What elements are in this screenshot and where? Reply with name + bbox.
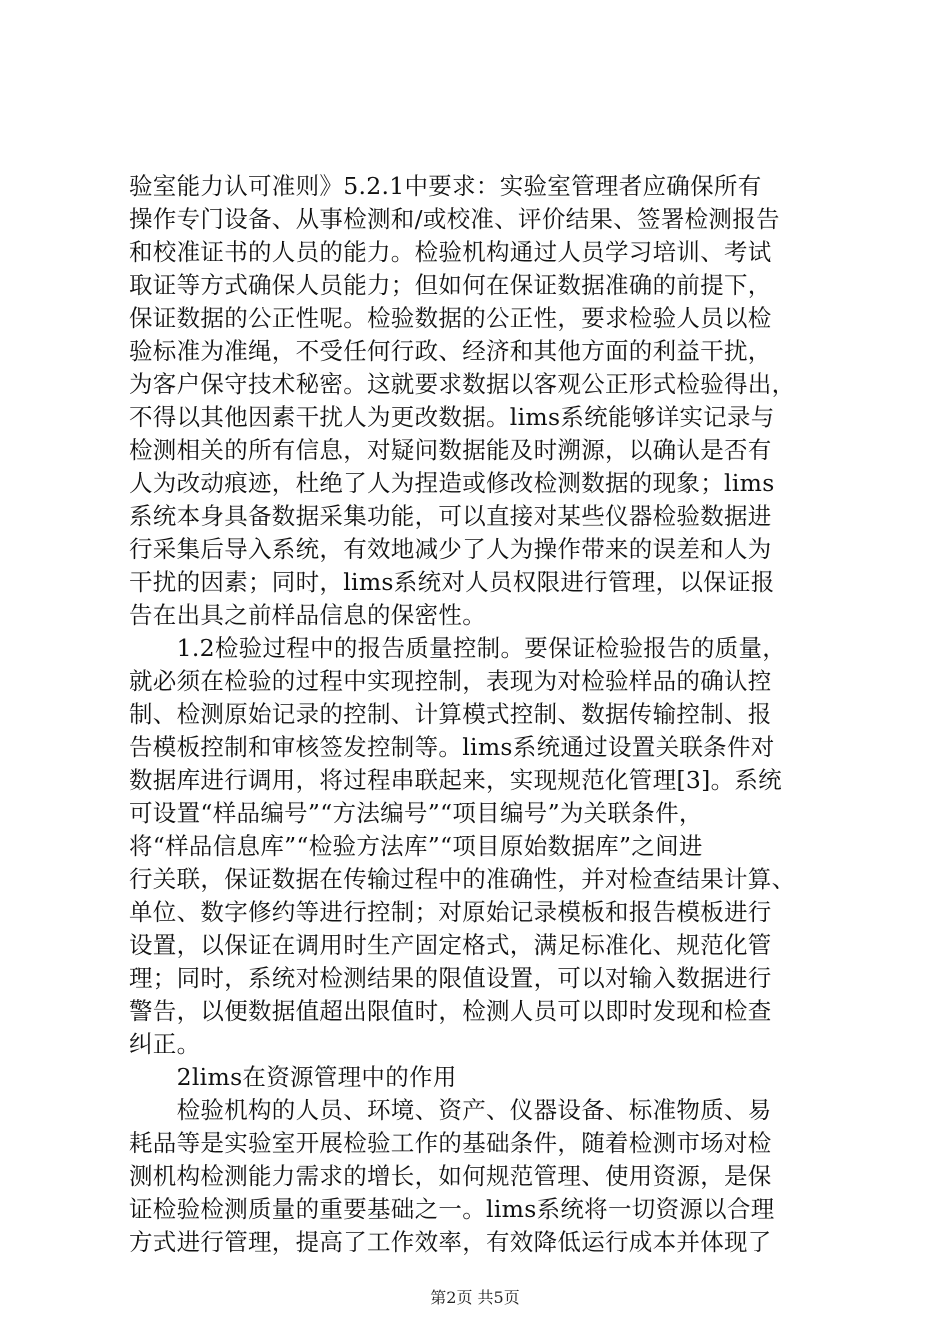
text-line: 系统本身具备数据采集功能，可以直接对某些仪器检验数据进 bbox=[129, 502, 772, 530]
text-line: 取证等方式确保人员能力；但如何在保证数据准确的前提下， bbox=[129, 271, 772, 299]
text-line: 操作专门设备、从事检测和/或校准、评价结果、签署检测报告 bbox=[129, 205, 780, 233]
text-line: 1.2检验过程中的报告质量控制。要保证检验报告的质量， bbox=[129, 634, 787, 662]
text-line: 行采集后导入系统，有效地减少了人为操作带来的误差和人为 bbox=[129, 535, 772, 563]
text-line: 检测相关的所有信息，对疑问数据能及时溯源，以确认是否有 bbox=[129, 436, 772, 464]
text-line: 干扰的因素；同时，lims系统对人员权限进行管理，以保证报 bbox=[129, 568, 775, 596]
text-line: 测机构检测能力需求的增长，如何规范管理、使用资源，是保 bbox=[129, 1162, 772, 1190]
text-line: 告模板控制和审核签发控制等。lims系统通过设置关联条件对 bbox=[129, 733, 775, 761]
text-line: 纠正。 bbox=[129, 1030, 201, 1058]
page-footer: 第2页 共5页 bbox=[430, 1288, 520, 1307]
text-line: 不得以其他因素干扰人为更改数据。lims系统能够详实记录与 bbox=[129, 403, 775, 431]
text-line: 设置，以保证在调用时生产固定格式，满足标准化、规范化管 bbox=[129, 931, 772, 959]
text-line: 理；同时，系统对检测结果的限值设置，可以对输入数据进行 bbox=[129, 964, 772, 992]
body-text bbox=[129, 170, 849, 1259]
text-line: 告在出具之前样品信息的保密性。 bbox=[129, 601, 486, 629]
text-line: 方式进行管理，提高了工作效率，有效降低运行成本并体现了 bbox=[129, 1228, 772, 1256]
text-line: 数据库进行调用，将过程串联起来，实现规范化管理[3]。系统 bbox=[129, 766, 782, 794]
text-line: 检验机构的人员、环境、资产、仪器设备、标准物质、易 bbox=[129, 1096, 772, 1124]
text-line: 证检验检测质量的重要基础之一。lims系统将一切资源以合理 bbox=[129, 1195, 775, 1223]
text-line: 保证数据的公正性呢。检验数据的公正性，要求检验人员以检 bbox=[129, 304, 772, 332]
text-line: 可设置“样品编号”“方法编号”“项目编号”为关联条件， bbox=[129, 799, 703, 827]
text-line: 验标准为准绳，不受任何行政、经济和其他方面的利益干扰， bbox=[129, 337, 772, 365]
text-line: 单位、数字修约等进行控制；对原始记录模板和报告模板进行 bbox=[129, 898, 772, 926]
text-line: 验室能力认可准则》5.2.1中要求：实验室管理者应确保所有 bbox=[129, 172, 762, 200]
text-line: 行关联，保证数据在传输过程中的准确性，并对检查结果计算、 bbox=[129, 865, 796, 893]
text-line: 为客户保守技术秘密。这就要求数据以客观公正形式检验得出， bbox=[129, 370, 796, 398]
text-line: 制、检测原始记录的控制、计算模式控制、数据传输控制、报 bbox=[129, 700, 772, 728]
text-line: 人为改动痕迹，杜绝了人为捏造或修改检测数据的现象；lims bbox=[129, 469, 775, 497]
text-line: 2lims在资源管理中的作用 bbox=[129, 1063, 457, 1091]
text-line: 和校准证书的人员的能力。检验机构通过人员学习培训、考试 bbox=[129, 238, 772, 266]
text-line: 就必须在检验的过程中实现控制，表现为对检验样品的确认控 bbox=[129, 667, 772, 695]
text-line: 耗品等是实验室开展检验工作的基础条件，随着检测市场对检 bbox=[129, 1129, 772, 1157]
text-line: 警告，以便数据值超出限值时，检测人员可以即时发现和检查 bbox=[129, 997, 772, 1025]
text-line: 将“样品信息库”“检验方法库”“项目原始数据库”之间进 bbox=[129, 832, 703, 860]
